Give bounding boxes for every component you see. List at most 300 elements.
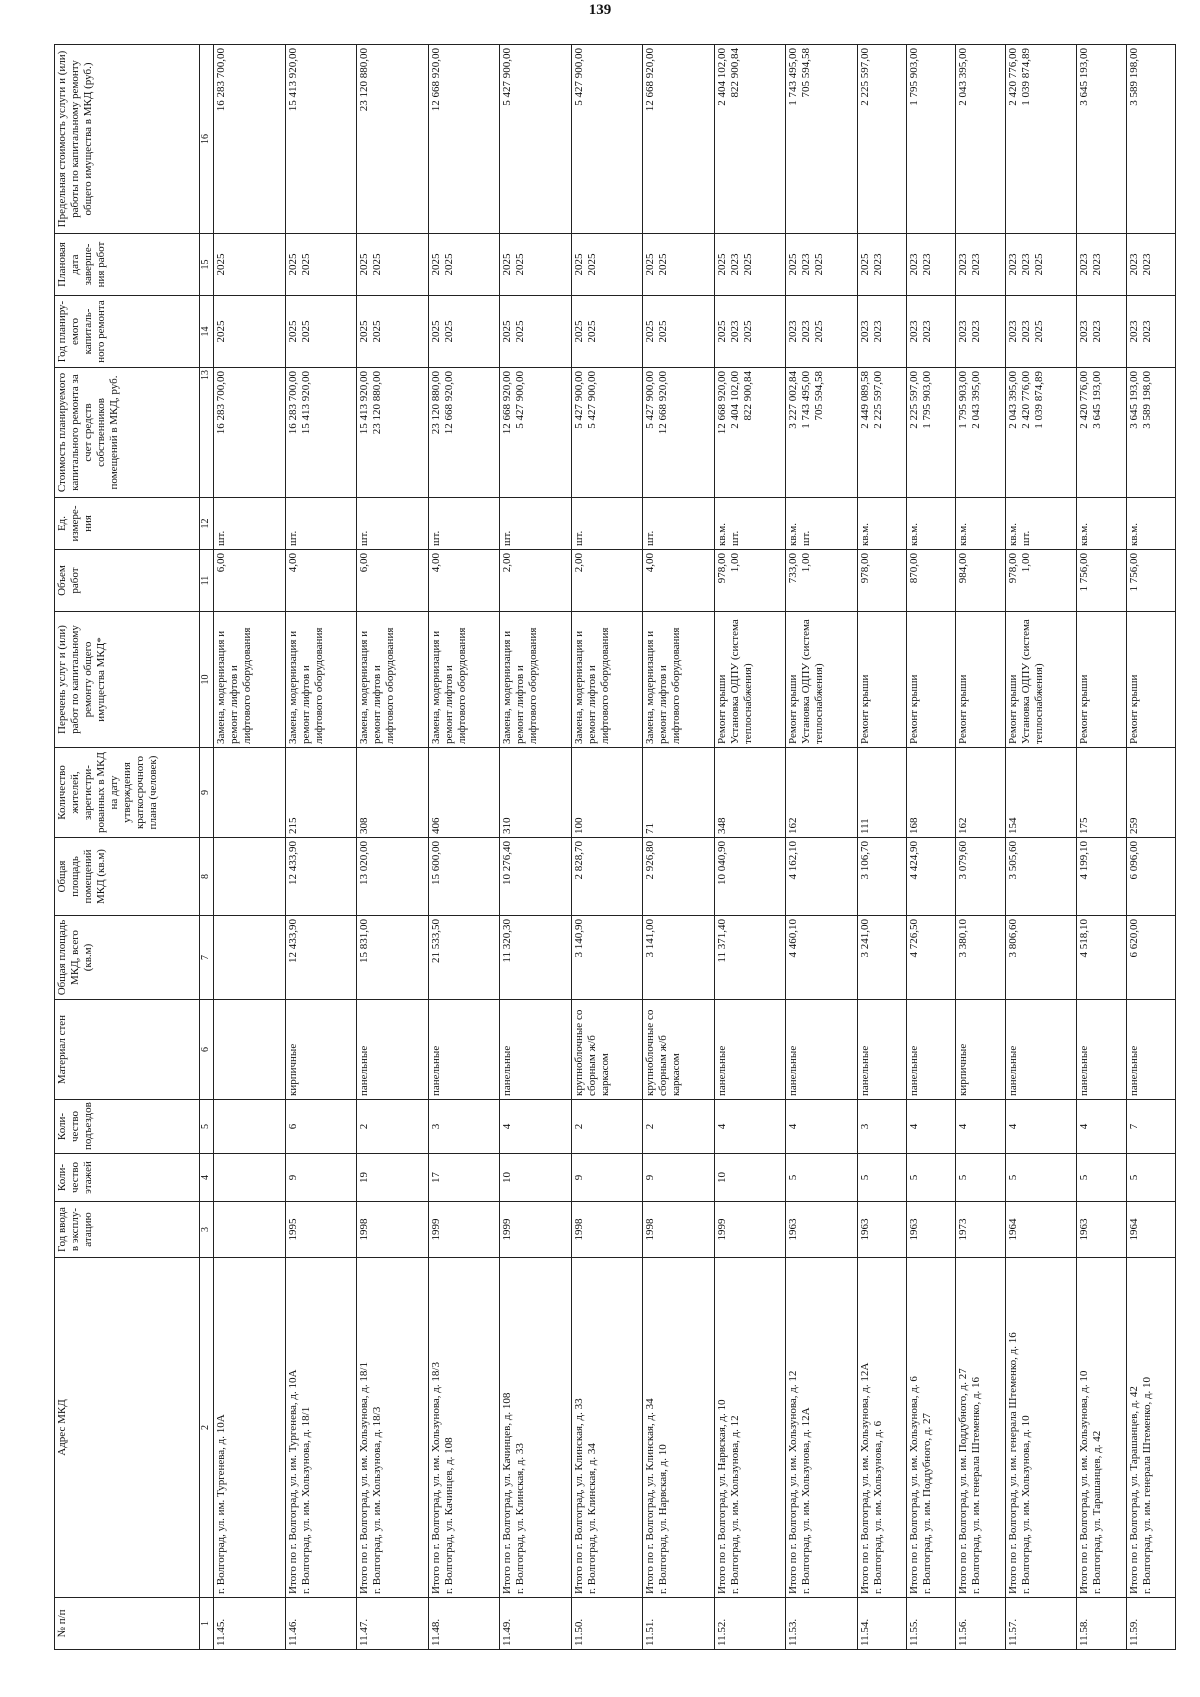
cell-c9: 154 xyxy=(1005,748,1077,838)
cell-c12 xyxy=(643,498,715,550)
cell-line: 2023 xyxy=(871,253,884,276)
cell-c1: 11.55. xyxy=(906,1598,955,1650)
cell-line: 1,00 xyxy=(728,553,741,573)
header-row xyxy=(55,45,200,1650)
column-number-13: 13 xyxy=(200,368,214,498)
cell-c5: 2 xyxy=(571,1100,643,1154)
cell-line: 2025 xyxy=(514,320,526,343)
cell-c8: 2 828,70 xyxy=(571,838,643,916)
cell-line: 822 900,84 xyxy=(728,48,741,98)
cell-line: 5 427 900,00 xyxy=(572,371,585,429)
cell-line: 2023 xyxy=(1127,253,1140,276)
cell-line: 2025 xyxy=(501,253,513,276)
cell-c12 xyxy=(500,498,572,550)
cell-c3: 1963 xyxy=(906,1202,955,1258)
cell-line: шт. xyxy=(215,530,227,546)
cell-line: 2 404 102,00 xyxy=(715,48,728,106)
cell-line: 2025 xyxy=(1032,320,1045,343)
cell-line: Итого по г. Волгоград, ул. им. Тургенева, д. 10А xyxy=(286,1369,299,1594)
cell-line: 12 668 920,00 xyxy=(644,48,656,112)
cell-c3: 1973 xyxy=(956,1202,1005,1258)
cell-c16 xyxy=(1005,45,1077,234)
cell-line: Итого по г. Волгоград, ул. Клинская, д. 34 xyxy=(644,1398,656,1594)
cell-c7: 15 831,00 xyxy=(357,916,429,1000)
cell-line: Итого по г. Волгоград, ул. им. Поддубного, д. 27 xyxy=(957,1368,970,1594)
cell-line: Установка ОДПУ (система теплоснабжения) xyxy=(728,619,754,744)
cell-line: 2023 xyxy=(970,253,983,276)
cell-c11 xyxy=(714,550,786,612)
cell-c16 xyxy=(714,45,786,234)
cell-line: Итого по г. Волгоград, ул. им. генерала Штеменко, д. 16 xyxy=(1006,1332,1019,1594)
cell-c10 xyxy=(1126,612,1176,748)
cell-line: 5 427 900,00 xyxy=(644,371,656,429)
cell-line: 2025 xyxy=(572,253,585,276)
cell-line: 3 589 198,00 xyxy=(1140,371,1153,429)
column-number-14: 14 xyxy=(200,296,214,368)
cell-line: 2025 xyxy=(286,253,299,276)
cell-line: 2023 xyxy=(1006,320,1019,343)
cell-line: 2025 xyxy=(657,320,669,343)
column-number-12: 12 xyxy=(200,498,214,550)
cell-c5: 3 xyxy=(857,1100,906,1154)
cell-line: 2025 xyxy=(429,253,442,276)
cell-c7: 3 806,60 xyxy=(1005,916,1077,1000)
column-header-3: Год ввода в эксплу-атацию xyxy=(55,1202,200,1258)
cell-c1: 11.47. xyxy=(357,1598,429,1650)
cell-c13 xyxy=(1126,368,1176,498)
cell-line: 2 420 776,00 xyxy=(1078,371,1091,429)
cell-c12 xyxy=(906,498,955,550)
cell-c14 xyxy=(786,296,858,368)
cell-line: 2025 xyxy=(741,253,754,276)
cell-c11 xyxy=(500,550,572,612)
cell-c2 xyxy=(786,1258,858,1598)
cell-line: Итого по г. Волгоград, ул. Клинская, д. 33 xyxy=(572,1398,585,1594)
cell-c6: панельные xyxy=(714,1000,786,1100)
cell-c15 xyxy=(1077,234,1126,296)
table-row xyxy=(214,45,286,1650)
cell-c4: 19 xyxy=(357,1154,429,1202)
cell-c10 xyxy=(786,612,858,748)
cell-c2 xyxy=(1005,1258,1077,1598)
cell-c6: панельные xyxy=(786,1000,858,1100)
cell-c14 xyxy=(906,296,955,368)
cell-line: шт. xyxy=(800,530,812,546)
cell-c1: 11.50. xyxy=(571,1598,643,1650)
cell-c1: 11.45. xyxy=(214,1598,286,1650)
cell-c11 xyxy=(956,550,1005,612)
page-number: 139 xyxy=(588,2,612,18)
cell-line: Установка ОДПУ (система теплоснабжения) xyxy=(1019,619,1045,744)
cell-line: г. Волгоград, ул. им. Хользунова, д. 12 xyxy=(728,1415,741,1594)
cell-c5: 2 xyxy=(643,1100,715,1154)
column-header-14: Год планиру-емого капиталь-ного ремонта xyxy=(55,296,200,368)
cell-c2 xyxy=(857,1258,906,1598)
cell-line: Замена, модернизация и ремонт лифтов и лифтового оборудования xyxy=(215,627,253,744)
cell-c2 xyxy=(357,1258,429,1598)
cell-c1: 11.52. xyxy=(714,1598,786,1650)
cell-c9: 100 xyxy=(571,748,643,838)
cell-c9 xyxy=(214,748,286,838)
cell-line: 2025 xyxy=(585,320,598,343)
cell-c9: 308 xyxy=(357,748,429,838)
cell-c8: 6 096,00 xyxy=(1126,838,1176,916)
cell-c14 xyxy=(1077,296,1126,368)
cell-line: 2025 xyxy=(858,253,871,276)
cell-line: 15 413 920,00 xyxy=(299,371,312,435)
cell-c5: 4 xyxy=(714,1100,786,1154)
cell-c14 xyxy=(500,296,572,368)
cell-c6: панельные xyxy=(500,1000,572,1100)
cell-line: Ремонт крыши xyxy=(787,674,799,744)
cell-line: 2023 xyxy=(1140,253,1153,276)
cell-line: кв.м. xyxy=(858,523,871,546)
cell-c6: панельные xyxy=(1005,1000,1077,1100)
cell-line: 1 795 903,00 xyxy=(957,371,970,429)
cell-line: Итого по г. Волгоград, ул. им. Хользунова, д. 18/1 xyxy=(358,1362,370,1594)
cell-c1: 11.53. xyxy=(786,1598,858,1650)
cell-line: 23 120 880,00 xyxy=(358,48,370,112)
cell-line: Итого по г. Волгоград, ул. им. Хользунова, д. 18/3 xyxy=(429,1362,442,1594)
cell-c4: 5 xyxy=(906,1154,955,1202)
cell-line: 2023 xyxy=(800,320,812,343)
cell-c14 xyxy=(1126,296,1176,368)
cell-line: 2025 xyxy=(371,253,383,276)
cell-line: 4,00 xyxy=(429,553,442,573)
cell-line: 1 756,00 xyxy=(1078,553,1091,592)
cell-line: 23 120 880,00 xyxy=(371,371,383,435)
cell-line: Замена, модернизация и ремонт лифтов и лифтового оборудования xyxy=(644,627,682,744)
cell-line: г. Волгоград, ул. им. Хользунова, д. 12А xyxy=(800,1407,812,1594)
cell-line: Ремонт крыши xyxy=(858,674,871,744)
cell-line: 2023 xyxy=(907,320,920,343)
cell-c6: панельные xyxy=(428,1000,500,1100)
cell-line: 2025 xyxy=(741,320,754,343)
cell-line: 6,00 xyxy=(358,553,370,573)
cell-line: 23 120 880,00 xyxy=(429,371,442,435)
cell-c14 xyxy=(857,296,906,368)
cell-c9: 111 xyxy=(857,748,906,838)
cell-c13 xyxy=(285,368,357,498)
cell-c9: 162 xyxy=(956,748,1005,838)
cell-c16 xyxy=(285,45,357,234)
cell-c4: 10 xyxy=(500,1154,572,1202)
cell-c10 xyxy=(571,612,643,748)
cell-line: 1 743 495,00 xyxy=(787,48,799,106)
cell-line: кв.м. xyxy=(787,523,799,546)
cell-c7: 4 518,10 xyxy=(1077,916,1126,1000)
cell-line: 5 427 900,00 xyxy=(585,371,598,429)
cell-line: шт. xyxy=(501,530,513,546)
table-row xyxy=(956,45,1005,1650)
cell-c15 xyxy=(714,234,786,296)
cell-line: г. Волгоград, ул. им. Хользунова, д. 6 xyxy=(871,1420,884,1594)
cell-line: 2 043 395,00 xyxy=(1006,371,1019,429)
cell-line: Итого по г. Волгоград, ул. им. Хользунова, д. 12 xyxy=(787,1370,799,1594)
cell-c4: 5 xyxy=(1077,1154,1126,1202)
cell-c8: 15 600,00 xyxy=(428,838,500,916)
cell-c1: 11.59. xyxy=(1126,1598,1176,1650)
cell-line: 733,00 xyxy=(787,553,799,584)
cell-c9: 406 xyxy=(428,748,500,838)
cell-line: г. Волгоград, ул. Клинская, д. 33 xyxy=(514,1443,526,1594)
table-row xyxy=(571,45,643,1650)
cell-line: г. Волгоград, ул. им. Хользунова, д. 18/1 xyxy=(299,1406,312,1594)
cell-c6 xyxy=(214,1000,286,1100)
cell-line: 16 283 700,00 xyxy=(286,371,299,435)
cell-line: 5 427 900,00 xyxy=(572,48,585,106)
column-number-16: 16 xyxy=(200,45,214,234)
cell-line: Замена, модернизация и ремонт лифтов и лифтового оборудования xyxy=(572,627,611,744)
column-header-13: Стоимость планируемого капитального ремонта за счет средств собственников помещений в МКД, руб. xyxy=(55,368,200,498)
cell-c13 xyxy=(357,368,429,498)
cell-c11 xyxy=(786,550,858,612)
cell-line: кв.м. xyxy=(1006,523,1019,546)
cell-c8: 10 276,40 xyxy=(500,838,572,916)
table-row xyxy=(428,45,500,1650)
capital-repair-table xyxy=(54,44,1176,1650)
cell-c10 xyxy=(643,612,715,748)
column-header-9: Количество жителей, зарегистри-рованных в МКД на дату утверждения краткосрочного плана (человек) xyxy=(55,748,200,838)
cell-line: кв.м. xyxy=(1127,523,1140,546)
cell-line: Установка ОДПУ (система теплоснабжения) xyxy=(800,619,825,744)
cell-line: 2023 xyxy=(1078,320,1091,343)
column-number-10: 10 xyxy=(200,612,214,748)
column-number-6: 6 xyxy=(200,1000,214,1100)
cell-c2 xyxy=(428,1258,500,1598)
cell-c11 xyxy=(428,550,500,612)
cell-c13 xyxy=(714,368,786,498)
cell-c7: 4 460,10 xyxy=(786,916,858,1000)
cell-line: 3 645 193,00 xyxy=(1078,48,1091,106)
cell-line: Замена, модернизация и ремонт лифтов и лифтового оборудования xyxy=(286,627,325,744)
cell-c5 xyxy=(214,1100,286,1154)
cell-c5: 2 xyxy=(357,1100,429,1154)
cell-c11 xyxy=(1005,550,1077,612)
cell-line: г. Волгоград, ул. им. Поддубного, д. 27 xyxy=(920,1412,933,1594)
cell-c15 xyxy=(357,234,429,296)
cell-line: Итого по г. Волгоград, ул. Качинцев, д. 108 xyxy=(501,1392,513,1594)
cell-c10 xyxy=(857,612,906,748)
column-header-6: Материал стен xyxy=(55,1000,200,1100)
cell-line: 2025 xyxy=(429,320,442,343)
cell-c3: 1998 xyxy=(357,1202,429,1258)
cell-c7: 4 726,50 xyxy=(906,916,955,1000)
cell-c9: 310 xyxy=(500,748,572,838)
cell-c4: 5 xyxy=(956,1154,1005,1202)
cell-line: Ремонт крыши xyxy=(1006,674,1019,744)
cell-c12 xyxy=(1126,498,1176,550)
cell-c4: 9 xyxy=(285,1154,357,1202)
cell-c9: 215 xyxy=(285,748,357,838)
cell-c12 xyxy=(571,498,643,550)
cell-line: 2025 xyxy=(787,253,799,276)
cell-c15 xyxy=(214,234,286,296)
cell-line: 2025 xyxy=(715,320,728,343)
cell-c13 xyxy=(906,368,955,498)
cell-line: 5 427 900,00 xyxy=(501,48,513,106)
cell-c16 xyxy=(357,45,429,234)
cell-c14 xyxy=(357,296,429,368)
cell-line: 2 225 597,00 xyxy=(907,371,920,429)
cell-line: 2023 xyxy=(1127,320,1140,343)
cell-c13 xyxy=(643,368,715,498)
cell-line: 2023 xyxy=(1019,253,1032,276)
cell-c3: 1963 xyxy=(786,1202,858,1258)
cell-c7 xyxy=(214,916,286,1000)
cell-line: 978,00 xyxy=(715,553,728,584)
cell-c15 xyxy=(285,234,357,296)
cell-c2 xyxy=(571,1258,643,1598)
cell-c5: 4 xyxy=(1077,1100,1126,1154)
cell-c4: 5 xyxy=(786,1154,858,1202)
table-row xyxy=(1077,45,1126,1650)
table-row xyxy=(357,45,429,1650)
column-number-row xyxy=(200,45,214,1650)
cell-c10 xyxy=(714,612,786,748)
cell-line: 1,00 xyxy=(800,553,812,573)
column-header-11: Объем работ xyxy=(55,550,200,612)
cell-line: 2025 xyxy=(1032,253,1045,276)
table-row xyxy=(857,45,906,1650)
cell-c9: 168 xyxy=(906,748,955,838)
cell-c4: 5 xyxy=(1126,1154,1176,1202)
cell-c6: крупноблочные со сборным ж/б каркасом xyxy=(571,1000,643,1100)
cell-c9: 348 xyxy=(714,748,786,838)
cell-c9: 162 xyxy=(786,748,858,838)
cell-line: 5 427 900,00 xyxy=(514,371,526,429)
cell-line: Итого по г. Волгоград, ул. им. Хользунова, д. 10 xyxy=(1078,1370,1091,1594)
cell-line: 12 668 920,00 xyxy=(442,371,455,435)
cell-c5: 7 xyxy=(1126,1100,1176,1154)
column-header-8: Общая площадь помещений МКД (кв.м) xyxy=(55,838,200,916)
cell-line: Замена, модернизация и ремонт лифтов и лифтового оборудования xyxy=(358,627,396,744)
cell-c3: 1998 xyxy=(643,1202,715,1258)
column-number-8: 8 xyxy=(200,838,214,916)
cell-line: 1 795 903,00 xyxy=(907,48,920,106)
table-row xyxy=(643,45,715,1650)
cell-c12 xyxy=(1005,498,1077,550)
cell-line: 984,00 xyxy=(957,553,970,584)
cell-line: 2 420 776,00 xyxy=(1019,371,1032,429)
cell-c8: 4 199,10 xyxy=(1077,838,1126,916)
cell-c2 xyxy=(285,1258,357,1598)
cell-c15 xyxy=(857,234,906,296)
cell-c12 xyxy=(786,498,858,550)
cell-line: 705 594,58 xyxy=(813,371,825,421)
cell-c15 xyxy=(956,234,1005,296)
cell-line: г. Волгоград, ул. им. Тургенева, д. 10А xyxy=(215,1414,227,1594)
cell-c13 xyxy=(956,368,1005,498)
cell-line: 2025 xyxy=(572,320,585,343)
cell-c12 xyxy=(214,498,286,550)
cell-line: 2025 xyxy=(442,320,455,343)
cell-line: 2 449 089,58 xyxy=(858,371,871,429)
cell-c12 xyxy=(428,498,500,550)
cell-line: шт. xyxy=(1019,530,1032,546)
cell-c5: 4 xyxy=(906,1100,955,1154)
cell-line: г. Волгоград, ул. Нарвская, д. 10 xyxy=(657,1444,669,1594)
cell-line: 2023 xyxy=(1006,253,1019,276)
cell-line: 12 668 920,00 xyxy=(657,371,669,435)
cell-line: 12 668 920,00 xyxy=(715,371,728,435)
cell-c10 xyxy=(906,612,955,748)
cell-line: г. Волгоград, ул. Клинская, д. 34 xyxy=(585,1443,598,1594)
cell-c11 xyxy=(357,550,429,612)
cell-c7: 3 380,10 xyxy=(956,916,1005,1000)
cell-c10 xyxy=(956,612,1005,748)
rotated-table-container xyxy=(54,45,1176,1650)
cell-line: 2023 xyxy=(1078,253,1091,276)
cell-c10 xyxy=(500,612,572,748)
cell-line: Замена, модернизация и ремонт лифтов и лифтового оборудования xyxy=(501,627,539,744)
table-row xyxy=(500,45,572,1650)
cell-line: 1 039 874,89 xyxy=(1032,371,1045,429)
cell-line: 978,00 xyxy=(858,553,871,584)
cell-line: 978,00 xyxy=(1006,553,1019,584)
cell-c9: 259 xyxy=(1126,748,1176,838)
cell-line: Замена, модернизация и ремонт лифтов и лифтового оборудования xyxy=(429,627,468,744)
cell-c1: 11.49. xyxy=(500,1598,572,1650)
column-header-15: Плановая дата заверше-ния работ xyxy=(55,234,200,296)
cell-c7: 21 533,50 xyxy=(428,916,500,1000)
cell-line: 2023 xyxy=(1140,320,1153,343)
cell-c1: 11.57. xyxy=(1005,1598,1077,1650)
cell-line: 705 594,58 xyxy=(800,48,812,98)
cell-c7: 11 371,40 xyxy=(714,916,786,1000)
cell-line: Ремонт крыши xyxy=(957,674,970,744)
cell-line: 2 225 597,00 xyxy=(871,371,884,429)
cell-line: 3 645 193,00 xyxy=(1091,371,1104,429)
cell-c10 xyxy=(1077,612,1126,748)
cell-line: 2 043 395,00 xyxy=(970,371,983,429)
cell-line: г. Волгоград, ул. Тарашанцев, д. 42 xyxy=(1091,1430,1104,1594)
column-number-4: 4 xyxy=(200,1154,214,1202)
cell-c11 xyxy=(285,550,357,612)
cell-line: 15 413 920,00 xyxy=(358,371,370,435)
cell-c14 xyxy=(571,296,643,368)
cell-c11 xyxy=(857,550,906,612)
cell-c7: 12 433,90 xyxy=(285,916,357,1000)
cell-line: 2 225 597,00 xyxy=(858,48,871,106)
cell-line: 12 668 920,00 xyxy=(429,48,442,112)
cell-c7: 11 320,30 xyxy=(500,916,572,1000)
cell-c2 xyxy=(500,1258,572,1598)
cell-line: кв.м. xyxy=(1078,523,1091,546)
cell-c12 xyxy=(956,498,1005,550)
cell-c6: кирпичные xyxy=(285,1000,357,1100)
cell-c16 xyxy=(956,45,1005,234)
cell-c3: 1964 xyxy=(1005,1202,1077,1258)
cell-c13 xyxy=(571,368,643,498)
cell-line: шт. xyxy=(728,530,741,546)
cell-c2 xyxy=(1126,1258,1176,1598)
cell-line: 870,00 xyxy=(907,553,920,584)
cell-line: 2025 xyxy=(585,253,598,276)
cell-c13 xyxy=(214,368,286,498)
cell-c12 xyxy=(285,498,357,550)
cell-c13 xyxy=(1005,368,1077,498)
cell-line: Итого по г. Волгоград, ул. им. Хользунова, д. 12А xyxy=(858,1362,871,1594)
cell-line: 2025 xyxy=(358,253,370,276)
cell-c3 xyxy=(214,1202,286,1258)
cell-line: 2023 xyxy=(957,320,970,343)
cell-c10 xyxy=(357,612,429,748)
cell-c12 xyxy=(714,498,786,550)
cell-line: 2025 xyxy=(501,320,513,343)
table-row xyxy=(285,45,357,1650)
cell-c14 xyxy=(643,296,715,368)
